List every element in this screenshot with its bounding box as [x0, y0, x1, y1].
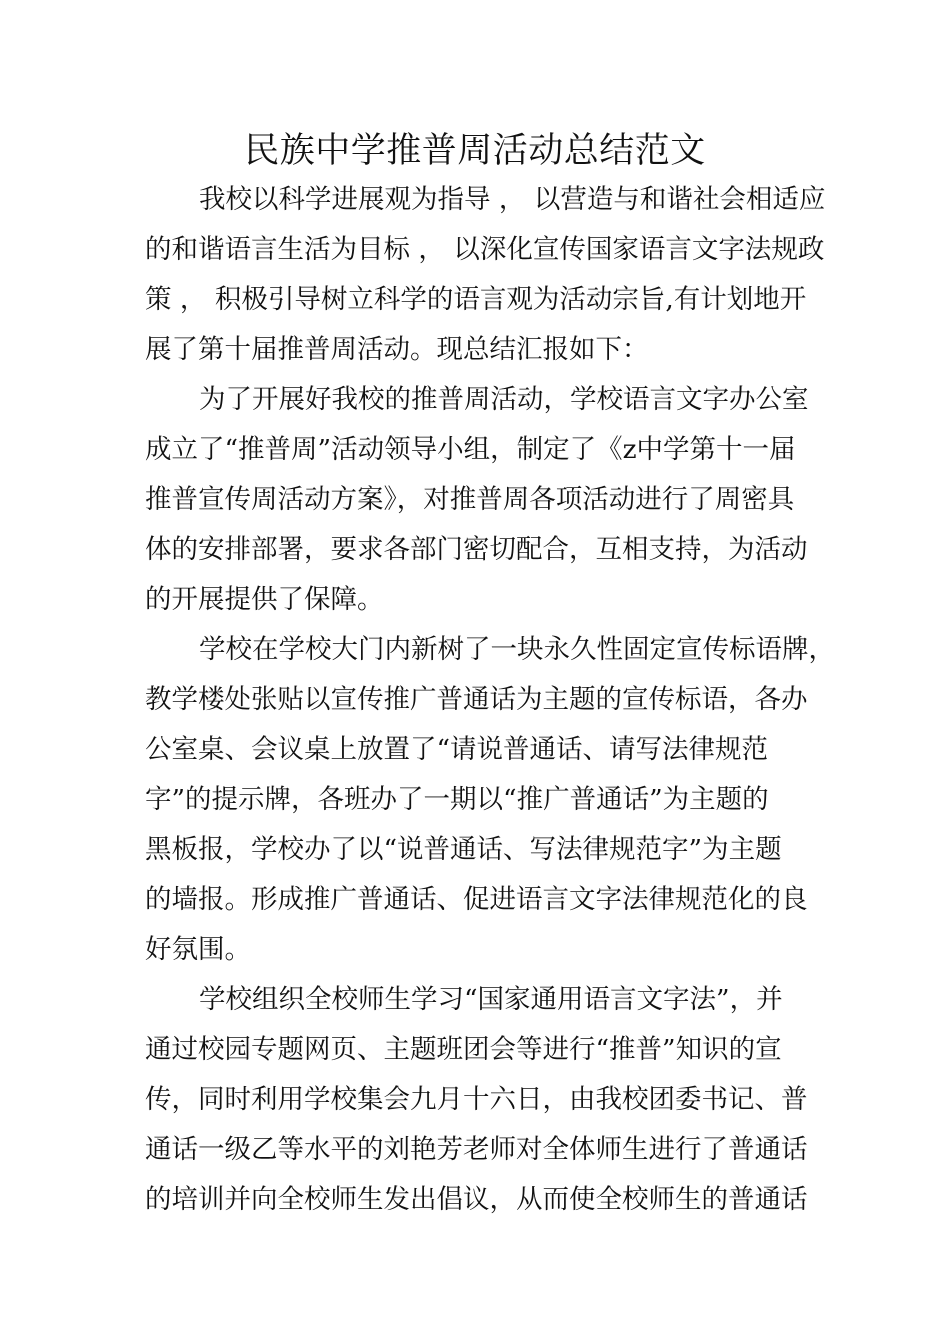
paragraph-4-line-4: 通话一级乙等水平的刘艳芳老师对全体师生进行了普通话 [145, 1134, 808, 1165]
paragraph-1-line-1: 我校以科学进展观为指导 ， 以营造与和谐社会相适应 [199, 184, 826, 215]
paragraph-3-line-3: 公室桌、会议桌上放置了“请说普通话、请写法律规范 [145, 734, 769, 765]
paragraph-1-line-4: 展了第十届推普周活动。现总结汇报如下： [145, 334, 649, 365]
paragraph-1-line-2: 的和谐语言生活为目标 ， 以深化宣传国家语言文字法规政 [145, 234, 825, 265]
paragraph-3-line-6: 的墙报。形成推广普通话、促进语言文字法律规范化的良 [145, 884, 808, 915]
paragraph-2-line-5: 的开展提供了保障。 [145, 584, 384, 615]
paragraph-4-line-2: 通过校园专题网页、主题班团会等进行“推普”知识的宣 [145, 1034, 782, 1065]
paragraph-3-line-5: 黑板报，学校办了以“说普通话、写法律规范字”为主题 [145, 834, 782, 865]
paragraph-3-line-2: 教学楼处张贴以宣传推广普通话为主题的宣传标语，各办 [145, 684, 808, 715]
paragraph-4-line-1: 学校组织全校师生学习“国家通用语言文字法”，并 [199, 984, 783, 1015]
paragraph-3-line-7: 好氛围。 [145, 934, 251, 965]
paragraph-3-line-1: 学校在学校大门内新树了一块永久性固定宣传标语牌， [199, 634, 835, 665]
paragraph-4-line-5: 的培训并向全校师生发出倡议，从而使全校师生的普通话 [145, 1184, 808, 1215]
paragraph-2-line-4: 体的安排部署，要求各部门密切配合，互相支持，为活动 [145, 534, 808, 565]
paragraph-2-line-2: 成立了“推普周”活动领导小组，制定了《z中学第十一届 [145, 434, 796, 465]
paragraph-2-line-1: 为了开展好我校的推普周活动，学校语言文字办公室 [199, 384, 809, 415]
paragraph-3-line-4: 字”的提示牌，各班办了一期以“推广普通话”为主题的 [145, 784, 769, 815]
document-title: 民族中学推普周活动总结范文 [244, 131, 706, 171]
paragraph-1-line-3: 策 ， 积极引导树立科学的语言观为活动宗旨,有计划地开 [145, 284, 807, 315]
paragraph-2-line-3: 推普宣传周活动方案》，对推普周各项活动进行了周密具 [145, 484, 795, 515]
paragraph-4-line-3: 传，同时利用学校集会九月十六日，由我校团委书记、普 [145, 1084, 808, 1115]
